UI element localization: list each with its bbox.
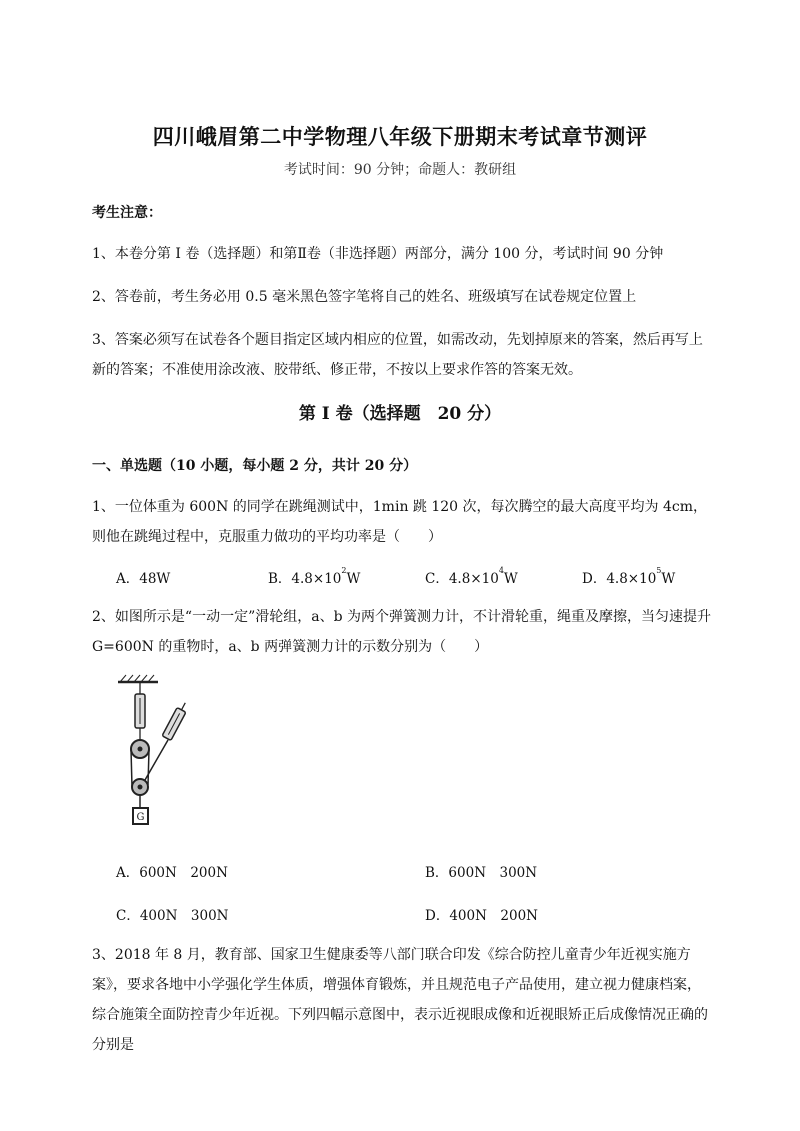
pulley-figure: [112, 672, 200, 832]
weight-label: G: [136, 812, 145, 823]
notice-heading: 考生注意：: [92, 205, 162, 221]
option-prefix: D．: [582, 571, 607, 587]
notice-item-3: 3、答案必须写在试卷各个题目指定区域内相应的位置，如需改动，先划掉原来的答案，然后再写上新的答案；不准使用涂改液、胶带纸、修正带，不按以上要求作答的答案无效。: [92, 332, 703, 378]
question-1-option-d[interactable]: [582, 567, 675, 587]
question-2-option-b[interactable]: B．600N 300N: [425, 865, 538, 881]
exam-title: 四川峨眉第二中学物理八年级下册期末考试章节测评: [152, 124, 648, 149]
question-2-option-d[interactable]: D．400N 200N: [425, 908, 538, 924]
question-3-text: 3、2018 年 8 月，教育部、国家卫生健康委等八部门联合印发《综合防控儿童青少年近视实施方案》，要求各地中小学强化学生体质，增强体育锻炼，并且规范电子产品使用，建立视力健康档案，综合施策全面防控青少年近视。下列四幅示意图中，表示近视眼成像和近视眼矫正后成像情况正确的分别是: [92, 947, 708, 1053]
option-prefix: C．: [425, 571, 449, 587]
option-exponent: 5: [656, 566, 662, 575]
option-text: A．48W: [116, 571, 171, 587]
question-1-text: 1、一位体重为 600N 的同学在跳绳测试中，1min 跳 120 次，每次腾空的最大高度平均为 4cm，则他在跳绳过程中，克服重力做功的平均功率是（ ）: [92, 499, 707, 545]
option-prefix: B．: [268, 571, 292, 587]
question-1-option-c[interactable]: [425, 567, 518, 587]
option-base: 4.8×10: [448, 571, 499, 587]
part-heading: 一、单选题（10 小题，每小题 2 分，共计 20 分）: [92, 458, 418, 474]
option-exponent: 4: [498, 566, 504, 575]
option-unit: W: [661, 571, 676, 587]
question-2-text: 2、如图所示是“一动一定”滑轮组，a、b 为两个弹簧测力计，不计滑轮重，绳重及摩擦，当匀速提升 G=600N 的重物时，a、b 两弹簧测力计的示数分别为（ ）: [92, 609, 711, 655]
question-1-option-a[interactable]: [116, 567, 170, 587]
spring-scale-b: [162, 700, 190, 740]
notice-item-1: 1、本卷分第 I 卷（选择题）和第Ⅱ卷（非选择题）两部分，满分 100 分，考试时间 90 分钟: [92, 246, 664, 262]
option-unit: W: [346, 571, 361, 587]
question-2-option-c[interactable]: C．400N 300N: [116, 908, 229, 924]
option-unit: W: [503, 571, 518, 587]
option-base: 4.8×10: [291, 571, 342, 587]
option-exponent: 2: [341, 566, 347, 575]
option-base: 4.8×10: [606, 571, 657, 587]
exam-subtitle: 考试时间：90 分钟；命题人：教研组: [283, 162, 517, 178]
notice-item-2: 2、答卷前，考生务必用 0.5 毫米黑色签字笔将自己的姓名、班级填写在试卷规定位置上: [92, 289, 637, 305]
question-1-option-b[interactable]: [268, 567, 360, 587]
question-2-option-a[interactable]: A．600N 200N: [116, 865, 228, 881]
section-title: 第 I 卷（选择题 20 分）: [298, 404, 502, 424]
